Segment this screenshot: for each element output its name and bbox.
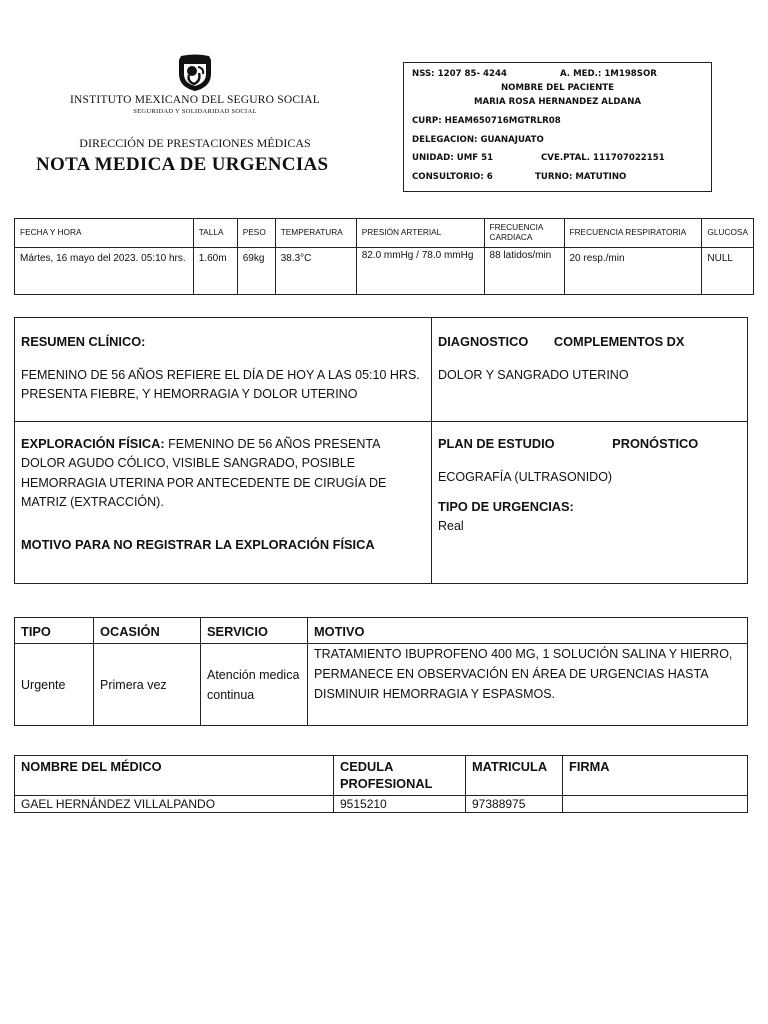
exploracion-text: FEMENINO DE 56 AÑOS PRESENTA DOLOR AGUDO CÓLICO, VISIBLE SANGRADO, POSIBLE HEMORRAGIA UTERINA POR ANTECEDENTE DE CIRUGÍA DE MATRIZ (EXTRACCIÓN). — [21, 437, 387, 510]
doctor-header-row — [15, 756, 748, 796]
doctor-header-firma: FIRMA — [563, 756, 748, 796]
consulta-servicio: Atención medica continua — [201, 644, 308, 726]
vitals-glucosa: NULL — [702, 248, 754, 295]
doctor-matricula: 97388975 — [466, 795, 563, 812]
institution-name: INSTITUTO MEXICANO DEL SEGURO SOCIAL — [70, 94, 320, 106]
vitals-header-frec-cardiaca: FRECUENCIA CARDIACA — [484, 219, 564, 248]
patient-consultorio: CONSULTORIO: 6 — [412, 172, 493, 182]
consulta-value-row — [15, 644, 748, 726]
resumen-clinico-cell — [15, 318, 432, 422]
doctor-value-row — [15, 795, 748, 812]
doctor-table — [14, 755, 748, 813]
vitals-header-peso: PESO — [237, 219, 275, 248]
patient-name: MARIA ROSA HERNANDEZ ALDANA — [473, 97, 642, 107]
consulta-header-servicio: SERVICIO — [201, 618, 308, 644]
patient-unidad: UNIDAD: UMF 51 — [412, 153, 494, 163]
vitals-header-row — [15, 219, 754, 248]
plan-estudio-text: ECOGRAFÍA (ULTRASONIDO) — [438, 469, 613, 484]
vitals-peso: 69kg — [237, 248, 275, 295]
plan-header — [438, 434, 741, 454]
diagnostico-label: DIAGNOSTICO — [438, 334, 529, 349]
diagnostico-cell — [432, 318, 748, 422]
resumen-clinico-text: FEMENINO DE 56 AÑOS REFIERE EL DÍA DE HOY A LAS 05:10 HRS. PRESENTA FIEBRE, Y HEMORRAGIA Y DOLOR UTERINO — [21, 367, 420, 402]
doctor-cedula: 9515210 — [334, 795, 466, 812]
diagnostico-text: DOLOR Y SANGRADO UTERINO — [438, 367, 629, 382]
direction-label: DIRECCIÓN DE PRESTACIONES MÉDICAS — [79, 136, 311, 150]
diagnostico-header — [438, 332, 741, 352]
patient-curp: CURP: HEAM650716MGTRLR08 — [412, 116, 561, 126]
institution-subtitle: SEGURIDAD Y SOLIDARIDAD SOCIAL — [133, 108, 257, 115]
vitals-header-glucosa: GLUCOSA — [702, 219, 754, 248]
document-title: NOTA MEDICA DE URGENCIAS — [36, 154, 329, 175]
vitals-frec-respiratoria: 20 resp./min — [564, 248, 702, 295]
patient-name-label: NOMBRE DEL PACIENTE — [500, 83, 614, 93]
exploracion-paragraph — [21, 434, 425, 513]
doctor-header-cedula: CEDULA PROFESIONAL — [334, 756, 466, 796]
exploracion-label: EXPLORACIÓN FÍSICA: — [21, 436, 165, 451]
exploracion-cell — [15, 422, 432, 584]
plan-estudio-cell — [432, 422, 748, 584]
tipo-urgencias-value: Real — [438, 519, 464, 534]
vitals-presion: 82.0 mmHg / 78.0 mmHg — [356, 248, 484, 295]
consulta-header-ocasion: OCASIÓN — [94, 618, 201, 644]
consulta-header-motivo: MOTIVO — [308, 618, 748, 644]
vitals-header-temperatura: TEMPERATURA — [275, 219, 356, 248]
vitals-talla: 1.60m — [193, 248, 237, 295]
motivo-no-registro-label: MOTIVO PARA NO REGISTRAR LA EXPLORACIÓN FÍSICA — [21, 536, 375, 552]
consulta-motivo: TRATAMIENTO IBUPROFENO 400 MG, 1 SOLUCIÓN SALINA Y HIERRO, PERMANECE EN OBSERVACIÓN EN ÁREA DE URGENCIAS HASTA DISMINUIR HEMORRAGIA Y ESPASMOS. — [308, 644, 748, 726]
clinical-table — [14, 317, 748, 584]
vitals-temperatura: 38.3°C — [275, 248, 356, 295]
consulta-table — [14, 617, 748, 726]
doctor-nombre: GAEL HERNÁNDEZ VILLALPANDO — [15, 795, 334, 812]
vitals-header-talla: TALLA — [193, 219, 237, 248]
patient-cve-ptal: CVE.PTAL. 111707022151 — [541, 153, 665, 163]
doctor-header-matricula: MATRICULA — [466, 756, 563, 796]
plan-estudio-label: PLAN DE ESTUDIO — [438, 436, 555, 451]
vitals-fecha: Mártes, 16 mayo del 2023. 05:10 hrs. — [15, 248, 194, 295]
resumen-clinico-label: RESUMEN CLÍNICO: — [21, 334, 146, 349]
pronostico-label: PRONÓSTICO — [612, 436, 699, 451]
tipo-urgencias-label: TIPO DE URGENCIAS: — [438, 499, 574, 515]
consulta-header-tipo: TIPO — [15, 618, 94, 644]
patient-turno: TURNO: MATUTINO — [535, 172, 627, 182]
patient-nss: NSS: 1207 85- 4244 — [412, 69, 507, 79]
patient-a-med: A. MED.: 1M198SOR — [560, 69, 657, 79]
vitals-frec-cardiaca: 88 latidos/min — [484, 248, 564, 295]
vitals-table — [14, 218, 754, 295]
vitals-value-row — [15, 248, 754, 295]
consulta-header-row — [15, 618, 748, 644]
patient-delegacion: DELEGACION: GUANAJUATO — [412, 135, 544, 145]
vitals-header-presion: PRESIÓN ARTERIAL — [356, 219, 484, 248]
patient-info-box — [403, 62, 712, 192]
consulta-ocasion: Primera vez — [94, 644, 201, 726]
doctor-header-nombre: NOMBRE DEL MÉDICO — [15, 756, 334, 796]
complementos-dx-label: COMPLEMENTOS DX — [553, 334, 685, 349]
imss-logo-icon — [175, 54, 215, 92]
vitals-header-frec-respiratoria: FRECUENCIA RESPIRATORIA — [564, 219, 702, 248]
vitals-header-fecha: FECHA Y HORA — [15, 219, 194, 248]
consulta-tipo: Urgente — [15, 644, 94, 726]
doctor-firma — [563, 795, 748, 812]
